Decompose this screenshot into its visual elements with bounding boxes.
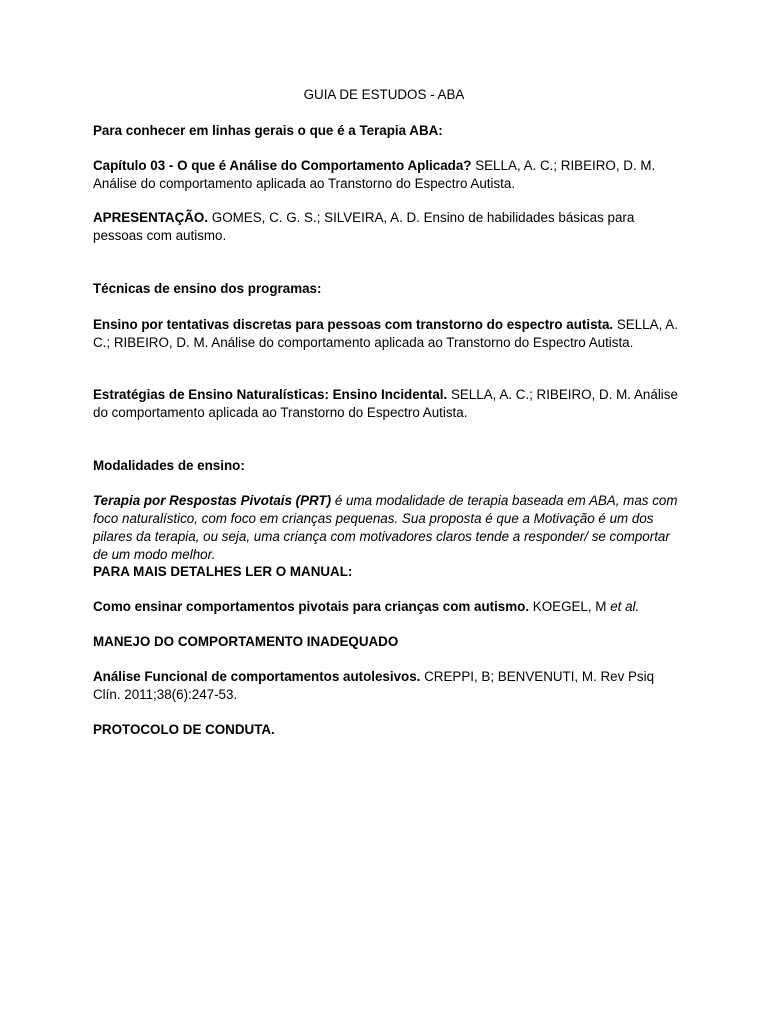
reference-title: APRESENTAÇÃO. (93, 210, 209, 225)
reference-citation: SELLA, A. C.; RIBEIRO, D. M. Análise do comportamento aplicada ao Transtorno do Espectro Autista. (93, 317, 678, 350)
reference-title: Ensino por tentativas discretas para pessoas com transtorno do espectro autista. (93, 317, 614, 332)
reference-title: Estratégias de Ensino Naturalísticas: Ensino Incidental. (93, 387, 448, 402)
modalities-heading: Modalidades de ensino: (93, 458, 245, 473)
reference-citation: GOMES, C. G. S.; SILVEIRA, A. D. Ensino de habilidades básicas para pessoas com autismo. (93, 210, 635, 243)
document-title: GUIA DE ESTUDOS - ABA (303, 87, 465, 102)
prt-text: é uma modalidade de terapia baseada em ABA, mas com foco naturalístico, com foco em crianças pequenas. Sua proposta é que a Motivação é um dos pilares da terapia, ou seja, uma criança com motivadores claros tende a responder/ se comportar de um modo melhor. (93, 493, 678, 562)
reference-title: Capítulo 03 - O que é Análise do Comportamento Aplicada? (93, 158, 472, 173)
reference-title: Como ensinar comportamentos pivotais para crianças com autismo. (93, 599, 530, 614)
manual-note: PARA MAIS DETALHES LER O MANUAL: (93, 564, 353, 579)
reference-apresentacao (93, 209, 683, 245)
reference-incidental-teaching (93, 386, 683, 422)
reference-citation: SELLA, A. C.; RIBEIRO, D. M. Análise do comportamento aplicada ao Transtorno do Espectro Autista. (93, 158, 656, 191)
reference-citation: CREPPI, B; BENVENUTI, M. Rev Psiq Clín. 2011;38(6):247-53. (93, 669, 655, 702)
reference-functional-analysis (93, 668, 683, 704)
reference-citation: SELLA, A. C.; RIBEIRO, D. M. Análise do comportamento aplicada ao Transtorno do Espectro Autista. (93, 387, 678, 420)
reference-pivotal-behaviors (93, 598, 683, 616)
behavior-management-heading: MANEJO DO COMPORTAMENTO INADEQUADO (93, 634, 399, 649)
protocol-heading: PROTOCOLO DE CONDUTA. (93, 722, 275, 737)
reference-chapter-03 (93, 157, 683, 193)
reference-discrete-trials (93, 316, 683, 352)
techniques-heading: Técnicas de ensino dos programas: (93, 281, 322, 296)
prt-title: Terapia por Respostas Pivotais (PRT) (93, 493, 332, 508)
reference-title: Análise Funcional de comportamentos autolesivos. (93, 669, 421, 684)
reference-et-al: et al. (610, 599, 640, 614)
prt-description (93, 492, 683, 564)
intro-heading: Para conhecer em linhas gerais o que é a Terapia ABA: (93, 123, 443, 138)
reference-citation: KOEGEL, M (529, 599, 611, 614)
